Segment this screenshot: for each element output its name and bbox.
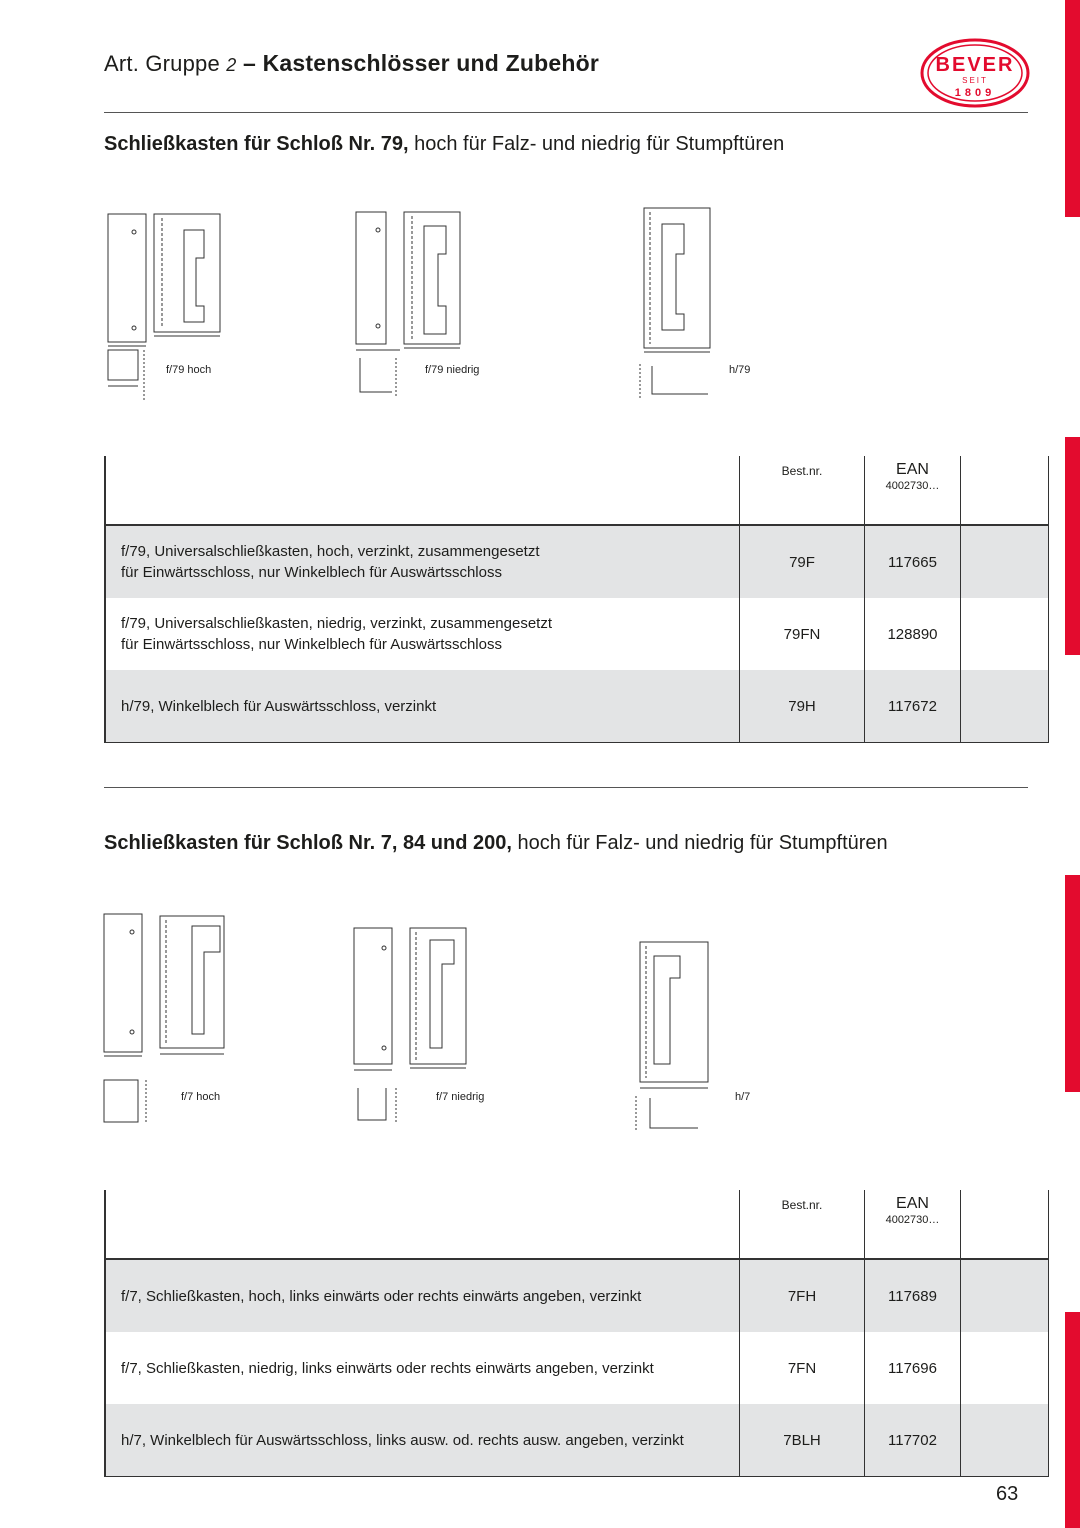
section-1-title-bold: Schließkasten für Schloß Nr. 79,: [104, 133, 409, 155]
section-2-title-bold: Schließkasten für Schloß Nr. 7, 84 und 200,: [104, 832, 512, 854]
row-description: [105, 525, 740, 598]
row-description: [105, 670, 740, 743]
section-rule: [104, 787, 1028, 788]
product-table-79: [104, 456, 1049, 743]
row-description: [105, 1404, 740, 1477]
ean-label: EAN: [896, 1195, 929, 1212]
row-bestnr: 79H: [740, 670, 865, 743]
side-tab-1: [1065, 0, 1080, 217]
drawing-h79: [636, 204, 718, 404]
side-tab-4: [1065, 1312, 1080, 1528]
description-line: f/79, Universalschließkasten, niedrig, verzinkt, zusammengesetzt: [121, 615, 553, 632]
table-header: [105, 1190, 1049, 1259]
row-ean: 117672: [865, 670, 961, 743]
drawing-f79-niedrig: [352, 208, 462, 406]
row-bestnr: 79F: [740, 525, 865, 598]
section-1-title-rest: hoch für Falz- und niedrig für Stumpftüren: [408, 133, 785, 155]
col-bestnr-header: Best.nr.: [740, 456, 865, 525]
description-line: f/79, Universalschließkasten, hoch, verzinkt, zusammengesetzt: [121, 543, 540, 560]
side-tab-2: [1065, 437, 1080, 655]
ean-prefix: 4002730…: [885, 1214, 940, 1226]
drawing-f79-hoch: [104, 210, 234, 410]
row-description: [105, 1332, 740, 1404]
description-line: h/7, Winkelblech für Auswärtsschloss, links ausw. od. rechts ausw. angeben, verzinkt: [121, 1431, 684, 1449]
table-row: [105, 1259, 1049, 1332]
group-dash: –: [236, 50, 263, 76]
logo-seit: SEIT: [962, 76, 988, 85]
col-bestnr-header: Best.nr.: [740, 1190, 865, 1259]
description-line: f/7, Schließkasten, niedrig, links einwärts oder rechts einwärts angeben, verzinkt: [121, 1359, 654, 1377]
page-header: [104, 50, 599, 77]
row-ean: 117696: [865, 1332, 961, 1404]
table-row: [105, 525, 1049, 598]
ean-prefix: 4002730…: [885, 480, 940, 492]
figure-label-h79: h/79: [729, 364, 751, 376]
row-description: [105, 1259, 740, 1332]
section-2-title: [104, 832, 888, 855]
bever-logo: [920, 38, 1030, 108]
section-2-title-rest: hoch für Falz- und niedrig für Stumpftüren: [511, 832, 888, 854]
col-ean-header: [865, 1190, 961, 1259]
page-number: 63: [996, 1483, 1019, 1505]
row-ean: 117689: [865, 1259, 961, 1332]
figure-label-f7-niedrig: f/7 niedrig: [436, 1091, 485, 1103]
product-table-7: [104, 1190, 1049, 1477]
group-number: 2: [226, 55, 237, 75]
row-ean: 117665: [865, 525, 961, 598]
description-line: h/79, Winkelblech für Auswärtsschloss, verzinkt: [121, 697, 437, 715]
row-ean: 117702: [865, 1404, 961, 1477]
drawing-f7-hoch: [100, 912, 250, 1130]
figure-label-f79-niedrig: f/79 niedrig: [425, 364, 480, 376]
row-bestnr: 79FN: [740, 598, 865, 670]
figure-label-f79-hoch: f/79 hoch: [166, 364, 212, 376]
table-row: [105, 1332, 1049, 1404]
description-line: f/7, Schließkasten, hoch, links einwärts oder rechts einwärts angeben, verzinkt: [121, 1287, 642, 1305]
logo-year: 1809: [954, 87, 996, 99]
side-tab-3: [1065, 875, 1080, 1092]
group-title: Kastenschlösser und Zubehör: [262, 50, 600, 76]
group-prefix: Art. Gruppe: [104, 51, 227, 76]
row-bestnr: 7FH: [740, 1259, 865, 1332]
logo-brand: BEVER: [935, 54, 1015, 76]
description-line: für Einwärtsschloss, nur Winkelblech für Auswärtsschloss: [121, 564, 502, 581]
figure-label-h7: h/7: [735, 1091, 751, 1103]
section-1-title: [104, 133, 784, 156]
table-row: [105, 1404, 1049, 1477]
ean-label: EAN: [896, 461, 929, 478]
table-row: [105, 670, 1049, 743]
table-row: [105, 598, 1049, 670]
header-rule: [104, 112, 1028, 113]
row-bestnr: 7BLH: [740, 1404, 865, 1477]
row-description: [105, 598, 740, 670]
drawing-h7: [630, 938, 716, 1134]
col-ean-header: [865, 456, 961, 525]
table-header: [105, 456, 1049, 525]
row-bestnr: 7FN: [740, 1332, 865, 1404]
description-line: für Einwärtsschloss, nur Winkelblech für Auswärtsschloss: [121, 636, 502, 653]
row-ean: 128890: [865, 598, 961, 670]
figure-label-f7-hoch: f/7 hoch: [181, 1091, 221, 1103]
